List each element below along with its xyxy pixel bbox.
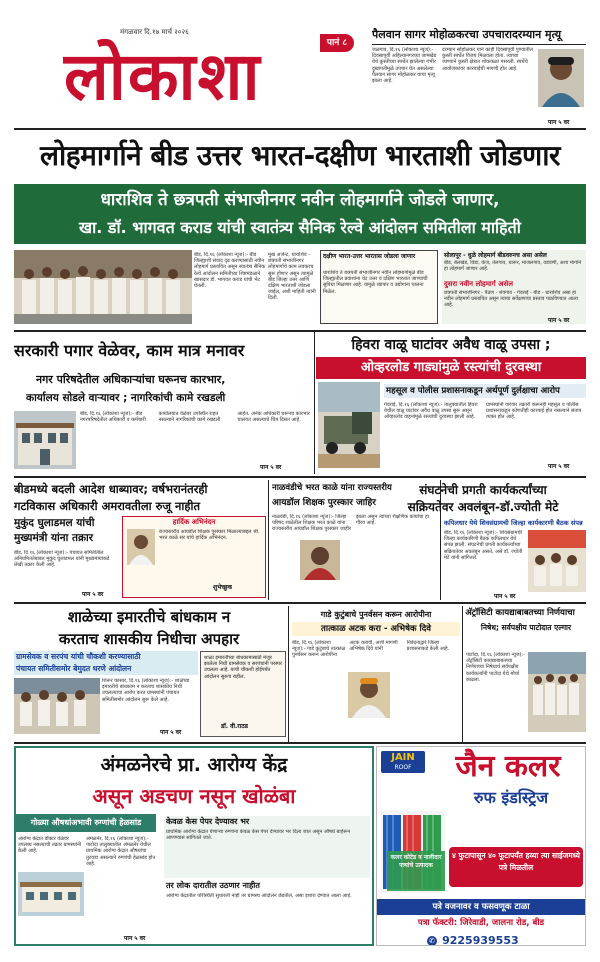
health-more[interactable]: पान ५ वर xyxy=(124,935,146,942)
sand-body-1: गेवराई, दि.१६ (लोकाशा न्यूज):- तालुक्यातील हिवरा येथील वाळू घाटांवर अवैध वाळू उपसा सुरू असून ओव्हरलोड वाहनांमुळे रस्त्यांची दुरवस्था झाली आहे. xyxy=(384,402,478,421)
main-subhead-band xyxy=(14,184,586,244)
municipal-office-photo xyxy=(14,411,76,469)
warning-body: आरोग्य केंद्रातील परिस्थिती सुधारली नाही तर ग्रामस्थ आंदोलन छेडतील, असा इशारा देण्यात आला आहे. xyxy=(166,893,352,899)
issue-date: मंगळवार दि.१७ मार्च २०२६ xyxy=(120,28,189,36)
teacher-award-body: नाळवंडी, दि.१६ (लोकाशा न्यूज):- जिल्हा परिषद शाळेतील शिक्षक भरत काळे यांना राज्यस्तरीय आयडॉल शिक्षक पुरस्कार जाहीर झाला असून त्यांच्या शैक्षणिक कार्याचा हा गौरव आहे. xyxy=(272,514,429,533)
school-strip-1: ग्रामसेवक व सरपंच यांची चौकशी करण्यासाठी xyxy=(14,651,198,663)
transfer-headline-2: गटविकास अधिकारी अमरावतीला रुजू नाहीत xyxy=(14,499,201,513)
transfer-headline-1: बीडमध्ये बदली आदेश धाब्यावर; वर्षभरानंतरही xyxy=(14,482,208,496)
cm-more[interactable]: पान ५ वर xyxy=(82,591,104,598)
divider xyxy=(14,128,586,130)
ad-logo-text: JAIN xyxy=(391,752,415,763)
ad-offer-text: ४ फुटापासून ४० फूटापर्यंत हव्या त्या साईजमध्ये पत्रे मिळतील xyxy=(452,851,580,872)
gade-headline-2: तात्काळ अटक करा - अभिषेक दिवे xyxy=(292,622,460,636)
ad-title-1: जैन कलर xyxy=(455,749,561,784)
salary-more[interactable]: पान ५ वर xyxy=(260,464,282,471)
main-subhead-2: खा. डॉ. भागवत कराड यांची स्वातंत्र्य सैनिक रेल्वे आंदोलन समितीला माहिती xyxy=(79,218,521,237)
salary-headline: सरकारी पगार वेळेवर, काम मात्र मनावर xyxy=(14,341,245,360)
sand-headline: हिवरा वाळू घाटांवर अवैध वाळू उपसा ; xyxy=(351,337,551,353)
divider xyxy=(462,606,463,742)
main-side-body-2: छत्रपती संभाजीनगर - पैठण - शेवगाव - गेवराई - बीड - धाराशिव असा हा नवीन लोहमार्ग प्रस्तावित असून त्याचा सर्वेक्षणाचा प्रस्ताव पाठविण्यात आला आहे. xyxy=(444,290,578,309)
ad-phone[interactable]: 9225939553 xyxy=(442,934,519,946)
organisation-strip: कपिलधार येथे शिवसंग्रामची जिल्हा कार्यकारणी बैठक संपन्न xyxy=(444,519,583,527)
main-subhead-1: धाराशिव ते छत्रपती संभाजीनगर नवीन लोहमार्गाने जोडले जाणार, xyxy=(100,190,500,210)
main-side-title-1: सोलापूर - धुळे लोहमार्ग बीडवरुनच असा असेल xyxy=(444,252,547,259)
ad-side-label xyxy=(387,851,445,891)
organisation-more[interactable]: पान ५ वर xyxy=(494,593,516,600)
organisation-headline-1: संघटनेची प्रगती कार्यकर्त्यांच्या xyxy=(419,483,547,497)
gade-body: बीड, दि.१६ (लोकाशा न्यूज):- गाडे कुटुंबाचे तात्काळ पुनर्वसन करून आरोपींना अटक करावी, अशी मागणी अभिषेक दिवे यांनी निवेदनाद्वारे जिल्हा प्रशासनाकडे केली आहे. xyxy=(292,640,450,659)
meeting-photo xyxy=(528,530,586,592)
teacher-portrait xyxy=(127,529,155,565)
divider xyxy=(14,330,586,332)
organisation-body: बीड, दि.१६ (लोकाशा न्यूज):- शिवसंग्रामची जिल्हा कार्यकारिणी बैठक कपिलधार येथे संपन्न झाली. संघटनेची प्रगती कार्यकर्त्यांच्या सक्रियतेवर अवलंबून असते, असे डॉ. ज्योती मेटे यांनी सांगितले. xyxy=(444,530,523,561)
health-story xyxy=(14,746,374,946)
sand-body-2: ग्रामस्थांनी वारंवार तक्रारी करूनही महसूल व पोलीस प्रशासनाकडून कोणतीही कारवाई होत नसल्याने संताप व्यक्त होत आहे. xyxy=(486,402,582,421)
ad-offer-box xyxy=(449,847,583,887)
congrats-ad-title: हार्दिक अभिनंदन xyxy=(172,518,216,526)
main-body-2: मुख अर्जेन्ट, धाराशिव - छत्रपती संभाजीनगर लोहमार्गाचे काम लवकरच सुरू होणार असून त्यामुळे बीड जिल्हा उत्तर आणि दक्षिण भारताशी जोडला जाईल, अशी माहिती त्यांनी दिली. xyxy=(268,252,316,302)
divider xyxy=(14,742,586,744)
health-body-2: आरोग्य केंद्रात डॉक्टर वेळेवर उपलब्ध नसल्याची तक्रार ग्रामस्थांनी केली आहे. xyxy=(18,836,82,855)
salary-subhead-2: कार्यालय सोडले वाऱ्यावर ; नागरिकांची कामे रखडली xyxy=(26,392,226,404)
rally-photo xyxy=(528,652,586,732)
masthead xyxy=(14,28,370,124)
health-headline-1: अंमळनेरचे प्रा. आरोग्य केंद्र xyxy=(100,754,288,776)
school-body: शिरूर कासार, दि.१६ (लोकाशा न्यूज):- शाळेच्या इमारतीचे बांधकाम न करताच शासकीय निधी उचलल्याचा आरोप करत ग्रामस्थांनी पंचायत समितीसमोर आंदोलन सुरू केले आहे. xyxy=(102,678,190,703)
ad-logo-sub: ROOF xyxy=(394,764,412,771)
teacher-award-headline-1: नाळवंडीचे भरत काळे यांना राज्यस्तरीय xyxy=(272,483,392,493)
school-quote-box xyxy=(200,651,286,737)
main-side-box xyxy=(442,250,586,324)
protest-photo xyxy=(14,678,100,734)
top-story-headline: पैलवान सागर मोहोळकरचा उपचारादरम्यान मृत्यू xyxy=(372,28,562,41)
teacher-photo xyxy=(300,540,340,580)
atrocity-headline-1: अ‍ॅट्रॉसिटी कायद्याबाबतच्या निर्णयाचा xyxy=(465,608,575,618)
congrats-ad-body: राज्यस्तरीय आयडॉल शिक्षक पुरस्कार मिळाल्याबद्दल श्री. भरत काळे सर यांचे हार्दिक अभिनंदन. xyxy=(159,529,260,542)
top-story xyxy=(372,28,586,128)
delegation-photo xyxy=(14,250,192,324)
divider xyxy=(268,480,269,600)
pages-count: पानं ८ xyxy=(326,38,348,48)
cm-body: बीड, दि.१६ (लोकाशा न्यूज):- पंचायत समितीतील अनियमिततेबाबत मुकुंद घुलाडमल यांनी मुख्यमंत्र्यांकडे लेखी तक्रार केली आहे. xyxy=(14,550,110,569)
health-headline-2: असून अडचण नसून खोळंबा xyxy=(92,784,296,808)
pages-badge xyxy=(320,34,354,52)
school-headline-1: शाळेच्या इमारतीचे बांधकाम न xyxy=(67,608,231,626)
atrocity-headline-2: निषेध; सर्वपक्षीय पाटोदात एल्गार xyxy=(480,623,572,632)
ad-phone-row xyxy=(427,930,519,944)
top-story-more[interactable]: पान ५ वर xyxy=(548,119,570,126)
main-info-box xyxy=(320,250,438,324)
wrestler-photo xyxy=(538,49,584,107)
teacher-award-headline-2: आयडॉल शिक्षक पुरस्कार जाहिर xyxy=(272,498,376,508)
ad-side-text: कलर कोटेड व नालीदार पत्र्यांचे उत्पादक xyxy=(390,854,442,869)
organisation-headline-2: सक्रियतेवर अवलंबून-डॉ.ज्योती मेटे xyxy=(407,500,559,514)
congrats-ad xyxy=(122,516,266,598)
gade-headline-1: गाडे कुटुंबाचे पुनर्वसन करून आरोपीना xyxy=(320,610,432,619)
sand-subhead: ओव्हरलोड गाड्यांमुळे रस्त्यांची दुरवस्था xyxy=(316,357,586,379)
school-headline-2: करताच शासकीय निधीचा अपहार xyxy=(58,630,240,648)
divider xyxy=(288,606,289,742)
sand-strip: महसूल व पोलीस प्रशासनाकडून अर्थपूर्ण दुर्लक्षाचा आरोप xyxy=(384,384,586,398)
sand-more[interactable]: पान ५ वर xyxy=(548,463,570,470)
divider xyxy=(372,44,586,45)
main-body-1: बीड, दि.१६ (लोकाशा न्यूज):- बीड जिल्ह्याशी संवाद दृढ करण्यासाठी नवीन लोहमार्ग प्रस्तावित असून स्वातंत्र्य सैनिक रेल्वे आंदोलन समितीच्या शिष्टमंडळाने खासदार डॉ. भागवत कराड यांची भेट घेतली. xyxy=(194,252,266,290)
cm-headline: मुकुंद घुलाडमल यांची मुख्यमंत्री यांना तक्रार xyxy=(14,517,95,544)
congrats-ad-sign: शुभेच्छुक xyxy=(213,584,233,591)
ad-logo xyxy=(381,751,425,773)
jain-colour-ad xyxy=(376,746,586,946)
ad-address: पत्रा फॅक्टरी: जिरेवाडी, जालना रोड, बीड xyxy=(417,918,545,928)
school-quote-sign: डॉ. वी.राठड xyxy=(221,723,249,730)
divider xyxy=(14,476,586,478)
case-paper-body: प्राथमिक आरोग्य केंद्रात येणाऱ्या रुग्णांना केवळ केस पेपर देण्यावर भर दिला जात असून औषधे बाहेरून आणण्यास सांगितले जाते. xyxy=(166,829,351,842)
salary-body: बीड, दि.१६ (लोकाशा न्यूज):- बीड नगरपरिषदेतील अधिकारी व कर्मचारी कार्यालयात वेळेवर उपस्थित राहत नसल्याने नागरिकांची कामे रखडली आहेत. अनेक अधिकारी घरूनच कारभार चालवत असल्याचे चित्र दिसत आहे. xyxy=(80,411,310,424)
salary-subhead-1: नगर परिषदेतील अधिकाऱ्यांचा घरूनच कारभार, xyxy=(36,373,226,386)
atrocity-body: पाटोदा, दि.१६ (लोकाशा न्यूज):- अ‍ॅट्रॉसिटी कायद्याबाबतच्या निर्णयाच्या निषेधार्थ सर्वपक्षीय कार्यकर्त्यांनी पाटोदा येथे मोर्चा काढला. xyxy=(466,652,525,683)
abhishek-dive-photo xyxy=(348,672,390,718)
school-strip-2: पंचायत समितीसमोर बेमुदत धरणे आंदोलन xyxy=(14,663,198,675)
health-centre-photo xyxy=(18,872,84,916)
case-paper-title: केवळ केस पेपर देण्यावर भर xyxy=(166,817,250,826)
ad-tagline: पत्रे वजनावर व फसवणूक टाळा xyxy=(377,899,585,915)
top-story-body-2: दरम्यान सोहोळकर याने काही दिवसांपूर्वी पुण्यातील कुस्ती स्पर्धेत विजय मिळवला होता. त्याच्या जाण्याने कुस्ती क्षेत्रात शोककळा पसरली. स्पर्धेचे आयोजकांवर कारवाईची मागणी होत आहे. xyxy=(442,47,533,72)
health-strip: गोळ्या औषधांअभावी रुग्णांची हेळसांड xyxy=(16,814,156,832)
divider xyxy=(14,602,586,604)
health-body-1: अंमळनेर, दि.१६ (लोकाशा न्यूज):- पाटोदा तालुक्यातील अंमळनेर येथील प्राथमिक आरोग्य केंद्रात औषधांचा तुटवडा असल्याने रुग्णांची हेळसांड होत आहे. xyxy=(86,836,156,867)
top-story-body-1: जळगाव, दि.१६ (लोकाशा न्यूज):- दिवसापूर्वी अहिल्यानगरच्या जामखेड येथे कुस्तीच्या स्पर्धेत झालेल्या गंभीर दुखापतीमुळे उपचार घेत असलेल्या पैलवान सागर मोहोळकर याचा मृत्यू झाला आहे. xyxy=(372,47,437,85)
divider xyxy=(314,332,315,474)
ad-title-2: रुफ इंडस्ट्रिज xyxy=(473,788,549,807)
school-quote: शाळा इमारतीच्या बांधकामासाठी मंजूर झालेला निधी ग्रामसेवक व सरपंचांनी परस्पर उचलला आहे. याची चौकशी होईपर्यंत आंदोलन सुरूच राहील. xyxy=(204,655,282,680)
main-headline: लोहमार्गाने बीड उत्तर भारत-दक्षीण भारताशी जोडणार xyxy=(39,139,561,172)
truck-photo xyxy=(318,382,380,468)
warning-box xyxy=(164,880,370,942)
masthead-title: लोकाशा xyxy=(64,37,262,115)
school-more[interactable]: पान ५ वर xyxy=(160,729,182,736)
main-side-body-1: बीड, बेलखंड, विडा, केज, तेलगाव, धारूर, माजलगाव, वडवणी, अशा मार्गाने हा लोहमार्ग जाणार आहे. xyxy=(444,260,581,273)
main-side-title-2: दुसरा नवीन लोहमार्ग असेल xyxy=(444,280,513,288)
main-more[interactable]: पान ५ वर xyxy=(548,317,570,324)
main-info-box-body: धाराशिव ते छत्रपती संभाजीनगर नवीन लोहमार्गामुळे बीड जिल्ह्यातील प्रवाशांना थेट उत्तर व दक्षिण भारतात जाण्याची सुविधा मिळणार आहे. यामुळे व्यापार व उद्योगांना चालना मिळेल. xyxy=(323,270,428,295)
phone-icon: ✆ xyxy=(427,936,437,946)
main-info-box-title: दक्षीण भारत-उत्तर भारतास जोडला जाणार xyxy=(323,253,416,260)
warning-title: तर लोक दारातील उठणार नाहीत xyxy=(166,881,260,890)
case-paper-box xyxy=(164,816,370,878)
